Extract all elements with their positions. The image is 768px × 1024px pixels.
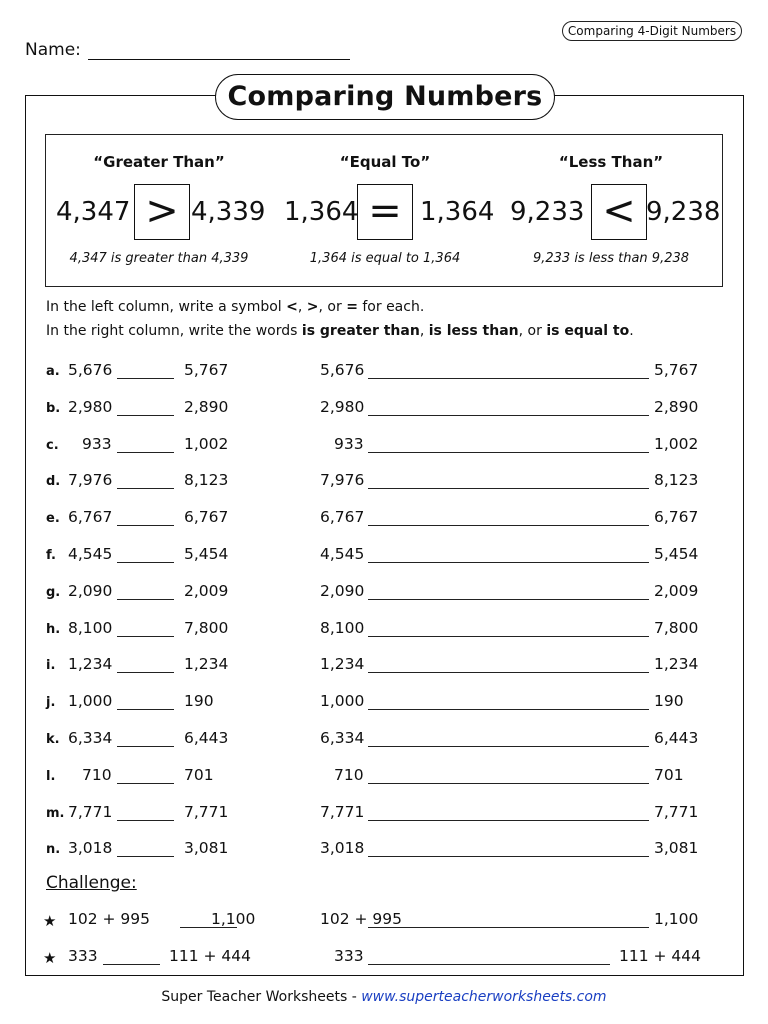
words-answer-blank[interactable] [368, 471, 649, 489]
symbol-answer-blank[interactable] [117, 508, 174, 526]
words-right-expression: 111 + 444 [619, 947, 702, 965]
examples-box [45, 134, 723, 287]
problem-row [46, 692, 706, 716]
words-right-number: 8,123 [654, 471, 699, 490]
words-answer-blank[interactable] [368, 803, 649, 821]
words-left-number: 1,000 [320, 692, 365, 711]
problem-label: n. [46, 842, 61, 858]
example-symbol-box: > [134, 184, 190, 240]
words-answer-blank[interactable] [368, 619, 649, 637]
problem-right-number: 5,454 [184, 545, 229, 563]
words-answer-blank[interactable] [368, 545, 649, 563]
words-right-number: 6,767 [654, 508, 699, 527]
challenge-right-expression: 111 + 444 [169, 947, 252, 965]
problem-right-number: 5,767 [184, 361, 229, 379]
challenge-right-expression: 1,100 [211, 910, 256, 928]
words-answer-blank[interactable] [368, 435, 649, 453]
symbol-answer-blank[interactable] [117, 803, 174, 821]
words-left-number: 7,976 [320, 471, 365, 490]
symbol-answer-blank[interactable] [117, 545, 174, 563]
problem-right-number: 7,771 [184, 802, 229, 821]
example-left-number: 9,233 [510, 197, 585, 227]
words-answer-blank[interactable] [368, 398, 649, 416]
symbol-answer-blank[interactable] [117, 766, 174, 784]
problem-row [46, 582, 706, 606]
problem-label: f. [46, 548, 56, 563]
words-right-number: 1,002 [654, 434, 699, 453]
example-right-number: 1,364 [420, 197, 495, 227]
words-left-number: 7,771 [320, 802, 365, 821]
words-right-number: 7,800 [654, 618, 699, 637]
words-answer-blank[interactable] [368, 947, 610, 965]
words-answer-blank[interactable] [368, 655, 649, 673]
words-answer-blank[interactable] [368, 508, 649, 526]
words-answer-blank[interactable] [368, 692, 649, 710]
example-equal-to [272, 135, 498, 286]
problem-left-number: 6,767 [68, 508, 113, 527]
symbol-answer-blank[interactable] [117, 361, 174, 379]
example-left-number: 4,347 [56, 197, 131, 227]
footer [0, 989, 768, 1005]
star-icon: ★ [43, 949, 57, 967]
challenge-row [43, 910, 706, 934]
example-less-than [498, 135, 724, 286]
problem-row [46, 619, 706, 643]
problem-right-number: 6,443 [184, 729, 229, 747]
words-right-number: 2,890 [654, 397, 699, 416]
words-left-number: 5,676 [320, 361, 365, 379]
challenge-heading: Challenge: [46, 873, 137, 893]
problem-label: e. [46, 511, 60, 527]
example-caption: 9,233 is less than 9,238 [532, 251, 690, 266]
problem-row [46, 398, 706, 422]
words-answer-blank[interactable] [368, 582, 649, 600]
instruction-line-1: In the left column, write a symbol <, >, or = for each. [46, 299, 425, 315]
problem-right-number: 2,009 [184, 581, 229, 600]
problem-right-number: 7,800 [184, 618, 229, 637]
footer-url[interactable]: www.superteacherworksheets.com [361, 989, 607, 1005]
problem-row [46, 766, 706, 790]
challenge-left-expression: 102 + 995 [68, 910, 151, 928]
symbol-answer-blank[interactable] [117, 839, 174, 857]
words-left-number: 6,767 [320, 508, 365, 527]
problem-right-number: 2,890 [184, 397, 229, 416]
problem-left-number: 1,234 [68, 655, 113, 674]
words-right-number: 5,767 [654, 361, 699, 379]
example-right-number: 4,339 [191, 197, 266, 227]
symbol-answer-blank[interactable] [117, 692, 174, 710]
page-title: Comparing Numbers [215, 74, 555, 120]
symbol-answer-blank[interactable] [117, 655, 174, 673]
problem-left-number: 2,980 [68, 397, 113, 416]
problem-right-number: 1,002 [184, 434, 229, 453]
problem-row [46, 839, 706, 863]
words-left-number: 1,234 [320, 655, 365, 674]
example-symbol-box: = [357, 184, 413, 240]
problem-label: l. [46, 768, 56, 784]
example-greater-than [46, 135, 272, 286]
words-left-number: 2,090 [320, 581, 365, 600]
words-right-number: 5,454 [654, 545, 699, 563]
words-answer-blank[interactable] [368, 729, 649, 747]
words-left-number: 8,100 [320, 618, 365, 637]
words-left-expression: 102 + 995 [320, 910, 403, 928]
problem-left-number: 3,018 [68, 839, 113, 858]
problem-left-number: 710 [82, 765, 112, 784]
problem-right-number: 1,234 [184, 655, 229, 674]
example-caption: 4,347 is greater than 4,339 [69, 251, 249, 266]
problem-label: d. [46, 474, 61, 490]
words-left-number: 6,334 [320, 729, 365, 747]
problem-label: c. [46, 437, 59, 453]
words-right-number: 7,771 [654, 802, 699, 821]
problem-label: k. [46, 732, 60, 747]
name-label: Name: [25, 40, 81, 60]
problem-label: m. [46, 805, 65, 821]
problem-label: h. [46, 621, 61, 637]
challenge-row [43, 947, 706, 971]
symbol-answer-blank[interactable] [103, 947, 160, 965]
symbol-answer-blank[interactable] [117, 398, 174, 416]
example-symbol-box: < [591, 184, 647, 240]
problem-left-number: 5,676 [68, 361, 113, 379]
worksheet-topic-tag: Comparing 4-Digit Numbers [562, 21, 742, 41]
problem-label: g. [46, 584, 61, 600]
problem-row [46, 471, 706, 495]
words-left-number: 3,018 [320, 839, 365, 858]
words-answer-blank[interactable] [368, 910, 649, 928]
words-right-number: 701 [654, 765, 684, 784]
problem-right-number: 8,123 [184, 471, 229, 490]
problem-left-number: 2,090 [68, 581, 113, 600]
words-answer-blank[interactable] [368, 839, 649, 857]
words-left-number: 710 [334, 765, 364, 784]
problem-row [46, 803, 706, 827]
words-right-number: 6,443 [654, 729, 699, 747]
example-right-number: 9,238 [646, 197, 721, 227]
symbol-answer-blank[interactable] [117, 582, 174, 600]
symbol-answer-blank[interactable] [117, 619, 174, 637]
problem-right-number: 6,767 [184, 508, 229, 527]
words-answer-blank[interactable] [368, 766, 649, 784]
problem-left-number: 7,976 [68, 471, 113, 490]
example-caption: 1,364 is equal to 1,364 [309, 251, 461, 266]
problem-row [46, 729, 706, 753]
words-right-number: 2,009 [654, 581, 699, 600]
footer-text: Super Teacher Worksheets - [161, 989, 362, 1005]
example-left-number: 1,364 [284, 197, 359, 227]
words-right-expression: 1,100 [654, 910, 699, 928]
words-left-expression: 333 [334, 947, 364, 965]
problem-row [46, 508, 706, 532]
instruction-line-2: In the right column, write the words is greater than, is less than, or is equal to. [46, 323, 634, 339]
symbol-answer-blank[interactable] [117, 729, 174, 747]
problem-row [46, 435, 706, 459]
problem-left-number: 1,000 [68, 692, 113, 711]
problem-label: j. [46, 695, 56, 711]
problem-label: a. [46, 364, 60, 379]
problem-row [46, 361, 706, 385]
name-field-line[interactable] [88, 59, 350, 60]
problem-label: i. [46, 658, 56, 674]
words-right-number: 3,081 [654, 839, 699, 858]
challenge-left-expression: 333 [68, 947, 98, 965]
star-icon: ★ [43, 912, 57, 930]
problem-left-number: 7,771 [68, 802, 113, 821]
symbol-answer-blank[interactable] [117, 471, 174, 489]
problem-left-number: 8,100 [68, 618, 113, 637]
problem-left-number: 933 [82, 434, 112, 453]
problem-row [46, 545, 706, 569]
problem-right-number: 3,081 [184, 839, 229, 858]
example-heading: “Less Than” [558, 153, 664, 171]
words-left-number: 2,980 [320, 397, 365, 416]
words-right-number: 190 [654, 692, 684, 711]
problem-left-number: 6,334 [68, 729, 113, 747]
problem-right-number: 190 [184, 692, 214, 711]
words-left-number: 933 [334, 434, 364, 453]
words-left-number: 4,545 [320, 545, 365, 563]
problem-row [46, 655, 706, 679]
symbol-answer-blank[interactable] [117, 435, 174, 453]
example-heading: “Equal To” [339, 153, 431, 171]
words-answer-blank[interactable] [368, 361, 649, 379]
problem-label: b. [46, 400, 61, 416]
words-right-number: 1,234 [654, 655, 699, 674]
problem-right-number: 701 [184, 765, 214, 784]
example-heading: “Greater Than” [93, 153, 225, 171]
problem-left-number: 4,545 [68, 545, 113, 563]
